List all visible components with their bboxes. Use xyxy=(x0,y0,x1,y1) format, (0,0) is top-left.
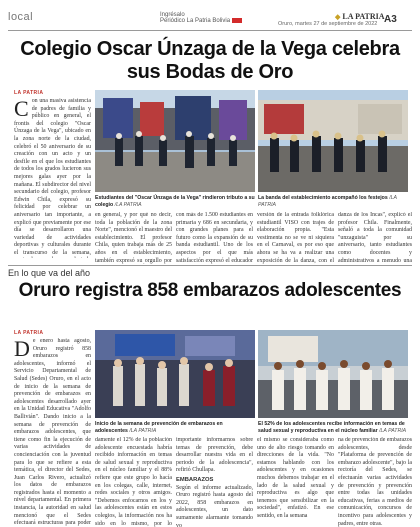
story1-caption-1 xyxy=(95,195,255,209)
bolivia-flag-icon xyxy=(232,18,242,23)
photo-credit: /LA PATRIA xyxy=(129,427,157,434)
story2-column-1 xyxy=(14,338,91,527)
newspaper-logo xyxy=(335,12,385,21)
story1-byline: LA PATRIA xyxy=(14,90,44,96)
condor-icon: ◆ xyxy=(335,13,341,21)
story1-column-3: con más de 1.500 estudiantes en primaria y 686 en secundaria, y con grandes planes para el futuro como la expansión de su banda estudiantil. Uno de los aspectos por el que más satisfacción expresó el educador xyxy=(176,212,253,264)
story2-column-5: na de prevención de embarazos adolescentes, desde "Plataforma de prevención de embarazo adolescente", bajo la rectoría del Sedes, se efectuarán varias actividades de prevención y prevención entre todas las unidades educativas, ferias a medios de comunicación, concursos de incentivo para adolescentes y padres, entre otras. xyxy=(338,437,412,527)
photo-credit: /LA PATRIA xyxy=(379,427,407,434)
story2-column-2: damente el 12% de la población adolescente encuestada habría recibido información en temas de salud sexual y reproductiva en el núcleo familiar y el 88% refiere que este grupo lo hacía en los colegas, calle, internet, redes sociales y otros amigos. "Debemos enfocarnos en los y las adolescentes están en estos colegios, la información nos ha sido en lo mismo, por lo xyxy=(95,437,172,527)
header-center-info xyxy=(160,12,242,24)
header-divider xyxy=(8,30,412,31)
story2-caption-2 xyxy=(258,421,410,435)
photo-credit: /LA PATRIA xyxy=(258,195,397,208)
story2-headline: Oruro registra 858 embarazos adolescentes xyxy=(18,280,402,301)
story2-col3b-text: Según el informe actualizado, Oruro registró hasta agosto del 2022, 858 embarazos en adolescentes, un dato sumamente alarmante tomando vo xyxy=(176,484,253,527)
story1-column-4: versión de la entrada folklórica estudiantil VISO con trajes de elaboración propia. "Esta vestimenta no se ve ni siquiera en el Carnaval, es por eso que ahora se ha va a realizar una exposición de la danza, con el xyxy=(257,212,334,264)
date-line: Oruro, martes 27 de septiembre de 2022 xyxy=(278,21,378,27)
story2-photo-event xyxy=(95,330,255,418)
page-number: A3 xyxy=(384,14,397,25)
caption-text: La banda del establecimiento acompañó los festejos xyxy=(258,195,388,201)
caption-text: El 52% de los adolescentes recibe información en temas de salud sexual y reproductiva en el núcleo familiar xyxy=(258,421,405,434)
story2-col1-text: e enero hasta agosto, Oruro registró 858 embarazos en adolescentes, informó el Servicio Departamental de Salud (Sedes) Oruro, en el acto de inicio de la semana de prevención de embarazos en adolescentes desarrollado ayer en la Unidad Educativa "Adolfo Ballivián". Dando inicio a la semana de prevención de embarazos adolescentes, que tiene como fin la ejecución de varias actividades de concienciación con la juventud para lo que se refiere a esta temática, el director del Sedes, Juan Carlos Rivero, actualizó los datos de embarazos registrados hasta el momento a nivel departamental. En primera instancia, la autoridad en salud mencionó que el Sedes efectuará estructuras para poder xyxy=(14,338,91,527)
story1-col1-text: on una masiva asistencia de padres de familia y público en general, el frontis del colegio "Oscar Únzaga de la Vega", ubicado en la zona norte de la ciudad, celebró el 50 aniversario de su creación con un acto y un desfile en el que los estudiantes de todos los grados lucieron sus mejores galas ayer por la mañana. El subdirector del nivel secundario del colegio, profesor Edwin Chila, expresó su felicidad por celebrar un aniversario tan importante, a explicó que previamente por ese día se desarrollaron una variedad de actividades deportivas y culturales durante el transcurso de la semana, xyxy=(14,98,91,256)
story2-column-4: el mismo se consideraba como uno de alto riesgo tomando en direcciones de la vida. "No estamos hablando con los adolescentes y en ocasiones muchos debemos trabajar en el lado de la salud sexual y reproductiva es algo que tenemos que sensibilizar en la sociedad", enfatizó. En ese sentido, en la semana xyxy=(257,437,334,519)
story2-byline: LA PATRIA xyxy=(14,330,44,336)
caption-text: Estudiantes del "Oscar Únzaga de la Vega" rindieron tributo a su colegio xyxy=(95,195,255,208)
dropcap: C xyxy=(14,98,29,121)
header-center-line1: Ingrésalo xyxy=(160,12,185,18)
story1-photo-band xyxy=(258,90,408,192)
dropcap: D xyxy=(14,338,30,361)
story1-column-2: en general, y por qué no decir, toda la población de la zona Norte", mencionó el maestro del establecimiento. El profesor Chila, quien trabaja más de 25 años en el establecimiento, también expresó su orgullo por xyxy=(95,212,172,264)
story1-column-1 xyxy=(14,98,91,258)
header-center-line2: Periódico La Patria Bolivia xyxy=(160,18,231,25)
story1-headline: Colegio Oscar Únzaga de la Vega celebra sus Bodas de Oro xyxy=(20,38,400,83)
story1-caption-2 xyxy=(258,195,410,209)
story2-col3-text: importante informarnos sobre temas de prevención, debe desarrollar nuestra vida en el periodo de la adolescencia", refirió Chullapa. xyxy=(176,437,253,474)
section-label: local xyxy=(8,11,34,23)
photo-credit: /LA PATRIA xyxy=(114,201,142,208)
page-header xyxy=(0,0,420,30)
story2-caption-1 xyxy=(95,421,255,435)
caption-text: Inicio de la semana de prevención de embarazos en adolescentes xyxy=(95,421,223,434)
logo-text: LA PATRIA xyxy=(342,12,385,21)
story2-column-3 xyxy=(176,437,253,527)
story2-kicker: En lo que va del año xyxy=(8,268,91,278)
story2-photo-students xyxy=(258,330,408,418)
story2-subhead: EMBARAZOS xyxy=(176,476,214,483)
story1-photo-parade xyxy=(95,90,255,192)
story-divider xyxy=(8,265,412,266)
story1-column-5: danza de los Incas", explicó el profesor Chila. Finalmente, señaló a toda la comunidad "unzaguista" por su aniversario, tanto estudiantes como docentes y administrativos a menudo una xyxy=(338,212,412,264)
